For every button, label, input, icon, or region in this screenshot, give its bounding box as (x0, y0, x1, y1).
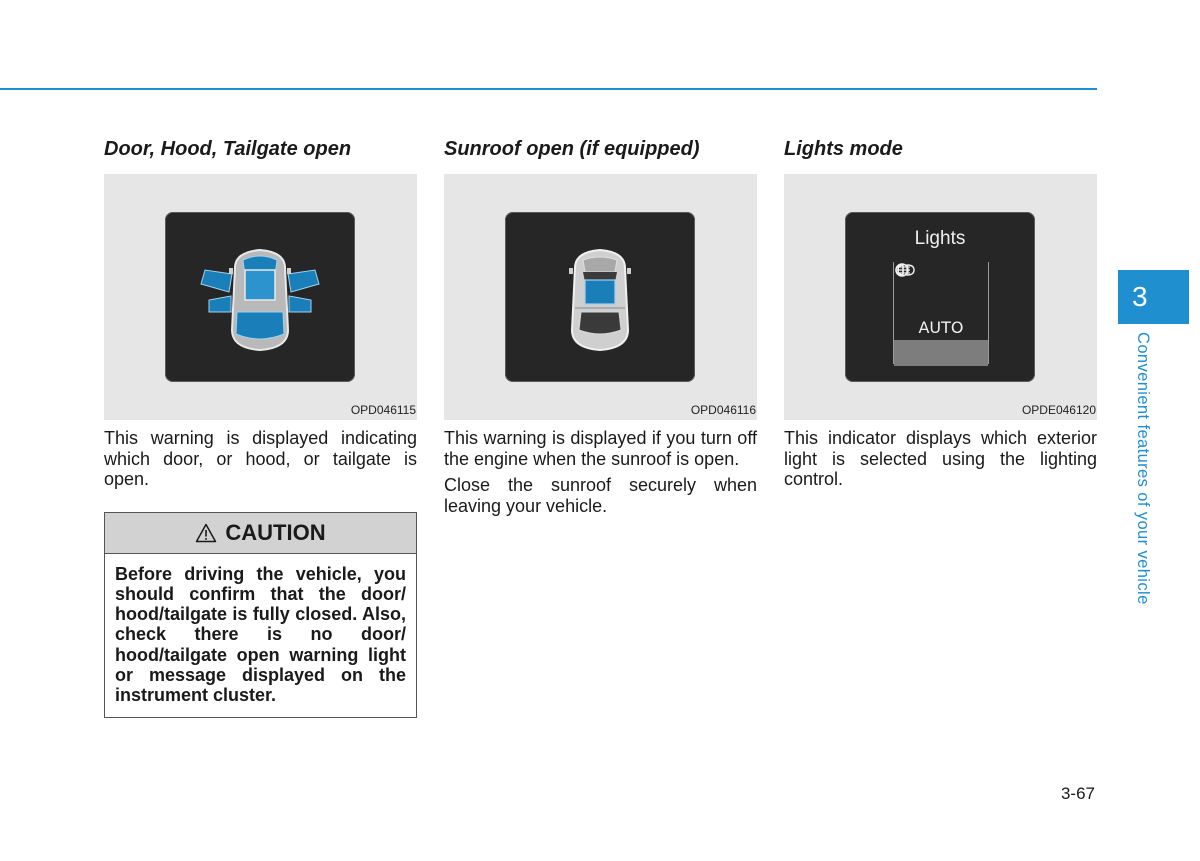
figure-sunroof-open (444, 174, 757, 420)
paragraph: This warning is displayed if you turn off the engine when the sunroof is open. (444, 428, 757, 469)
cluster-screen (165, 212, 355, 382)
caution-box (104, 512, 417, 718)
chapter-title: Convenient features of your vehicle (1134, 332, 1152, 605)
off-icon (894, 340, 988, 366)
car-doors-open-icon (165, 212, 355, 382)
cluster-screen (505, 212, 695, 382)
auto-option: AUTO (918, 317, 964, 337)
paragraph: Close the sunroof securely when leaving your vehicle. (444, 475, 757, 516)
section-heading: Sunroof open (if equipped) (444, 138, 700, 160)
caution-title: CAUTION (225, 519, 326, 545)
lights-options (893, 262, 989, 364)
lights-mode-display (845, 212, 1035, 382)
figure-code: OPD046116 (690, 403, 756, 417)
section-heading: Door, Hood, Tailgate open (104, 138, 352, 160)
chapter-number-tab: 3 (1118, 270, 1189, 324)
figure-door-open (104, 174, 417, 420)
figure-lights-mode (784, 174, 1097, 420)
section-lights-mode (784, 136, 1097, 490)
parking-light-icon (894, 288, 988, 314)
section-heading: Lights mode (784, 138, 903, 160)
top-rule (0, 88, 1097, 90)
lights-title: Lights (914, 228, 966, 249)
paragraph: This warning is displayed indicating which door, or hood, or tailgate is open. (104, 428, 417, 489)
page-number: 3-67 (1060, 784, 1095, 803)
warning-triangle-icon (195, 523, 217, 543)
paragraph: This indicator displays which exterior light is selected using the lighting control. (784, 428, 1097, 489)
section-sunroof-open (444, 136, 757, 516)
figure-code: OPD046115 (350, 403, 416, 417)
caution-text: Before driving the vehicle, you should confirm that the door/ hood/tailgate is fully closed. Also, check there is no door/ hood/tailgate open warning light or message displayed on the instrument cluster. (115, 563, 406, 706)
figure-code: OPDE046120 (1021, 403, 1096, 417)
caution-header (105, 513, 416, 554)
section-door-hood-tailgate (104, 136, 417, 718)
car-sunroof-open-icon (505, 212, 695, 382)
